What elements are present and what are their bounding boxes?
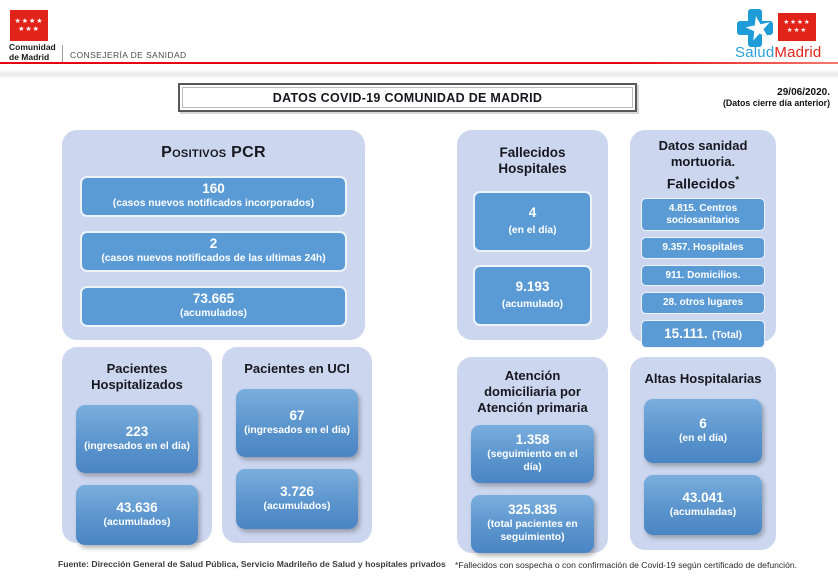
mortuoria-item-domicilios: 911. Domicilios. (641, 265, 765, 287)
salud-madrid-cross-icon (737, 7, 777, 49)
mortuoria-item-otros: 28. otros lugares (641, 292, 765, 314)
stat-value: 223 (125, 423, 149, 439)
panel-pacientes-hospitalizados (62, 347, 212, 543)
flag-stars-row: ★★★★ (783, 19, 811, 26)
stat-box-casos-24h (80, 231, 347, 272)
asterisk-marker: * (735, 174, 740, 186)
department-name: CONSEJERÍA DE SANIDAD (70, 50, 187, 60)
stat-caption: (seguimiento en el día) (487, 449, 578, 474)
brand-salud: Salud (735, 44, 775, 61)
panel-altas-hospitalarias (630, 357, 776, 550)
stat-value: 43.636 (116, 499, 158, 515)
stat-caption: (ingresados en el día) (244, 424, 350, 436)
panel-positivos-pcr (62, 130, 365, 340)
stat-box-fallecidos-acumulado (473, 265, 592, 326)
panel-title: Positivos PCR (161, 144, 266, 161)
stat-caption: (total pacientes en seguimiento) (487, 519, 578, 544)
panel-pacientes-uci (222, 347, 372, 543)
header-divider (62, 45, 63, 63)
footer-note: *Fallecidos con sospecha o con confirmación de Covid-19 según certificado de defunción. (455, 560, 798, 570)
stat-value: 73.665 (192, 291, 235, 307)
stat-box-uci-acumulados (236, 469, 358, 529)
mortuoria-total-box (641, 320, 765, 348)
salud-madrid-brand (735, 44, 821, 61)
panel-title: Datos sanidad mortuoria. (658, 138, 748, 169)
stat-box-hospitalizados-acumulados (76, 485, 198, 545)
panel-title: Pacientes Hospitalizados (91, 361, 183, 392)
stat-caption: (acumulado) (501, 299, 564, 310)
stat-box-ingresados-dia (76, 405, 198, 473)
region-name-line2: de Madrid (9, 51, 50, 62)
stat-value: 325.835 (508, 502, 557, 518)
panel-subtitle: Fallecidos* (666, 174, 740, 192)
stat-box-altas-dia (644, 399, 762, 463)
panel-title: Pacientes en UCI (244, 361, 350, 376)
mortuoria-item-centros: 4.815. Centros sociosanitarios (641, 198, 765, 231)
panel-title: Atención domiciliaria por Atención primaria (477, 368, 588, 415)
flag-stars-row: ★★★ (18, 26, 40, 33)
report-date: 29/06/2020. (777, 87, 830, 98)
stat-caption: (casos nuevos notificados incorporados) (112, 198, 315, 210)
stat-box-seguimiento-dia (471, 425, 594, 483)
stat-box-fallecidos-dia (473, 191, 592, 252)
stat-box-total-seguimiento (471, 495, 594, 553)
stat-caption: (acumuladas) (669, 506, 737, 518)
brand-madrid: Madrid (774, 44, 822, 61)
report-date-note: (Datos cierre día anterior) (722, 98, 830, 108)
total-label: (Total) (712, 329, 742, 341)
comunidad-madrid-flag-icon (10, 10, 48, 41)
stat-value: 3.726 (280, 483, 314, 499)
stat-caption: (casos nuevos notificados de las ultimas 24h) (101, 253, 326, 265)
stat-value: 4 (528, 205, 537, 220)
page-title-box (178, 83, 637, 112)
stat-caption: (ingresados en el día) (84, 440, 190, 452)
salud-madrid-flag-icon (778, 13, 816, 41)
flag-stars-row: ★★★★ (14, 18, 44, 25)
region-name-line1: Comunidad (9, 42, 56, 52)
stat-value: 1.358 (515, 432, 550, 448)
stat-caption: (acumulados) (263, 500, 331, 512)
stat-value: 9.193 (515, 279, 550, 294)
stat-value: 2 (209, 236, 218, 252)
panel-sanidad-mortuoria (630, 130, 776, 342)
stat-caption: (en el día) (678, 432, 728, 444)
footer-source: Fuente: Dirección General de Salud Pública, Servicio Madrileño de Salud y hospitales privados (58, 559, 446, 569)
region-name (9, 43, 65, 62)
total-value: 15.111. (664, 325, 708, 341)
panel-fallecidos-hospitales (457, 130, 608, 340)
flag-stars-row: ★★★ (786, 26, 808, 34)
star-icon: ★ (740, 7, 777, 49)
stat-value: 67 (289, 407, 305, 423)
stat-caption: (acumulados) (103, 516, 171, 528)
mortuoria-item-hospitales: 9.357. Hospitales (641, 237, 765, 259)
panel-title: Fallecidos Hospitales (498, 145, 567, 177)
report-date-block (640, 87, 830, 109)
page-title: DATOS COVID-19 COMUNIDAD DE MADRID (272, 90, 543, 105)
stat-value: 160 (202, 181, 225, 197)
stat-caption: (en el día) (508, 225, 557, 236)
header-rule (0, 62, 838, 64)
stat-box-altas-acumuladas (644, 475, 762, 535)
stat-value: 43.041 (682, 489, 724, 505)
stat-box-pcr-acumulados (80, 286, 347, 327)
stat-box-casos-incorporados (80, 176, 347, 217)
header-shadow (0, 69, 838, 79)
panel-title: Altas Hospitalarias (644, 371, 762, 386)
stat-box-uci-dia (236, 389, 358, 457)
stat-caption: (acumulados) (180, 308, 247, 320)
panel-atencion-domiciliaria (457, 357, 608, 553)
stat-value: 6 (699, 415, 707, 431)
